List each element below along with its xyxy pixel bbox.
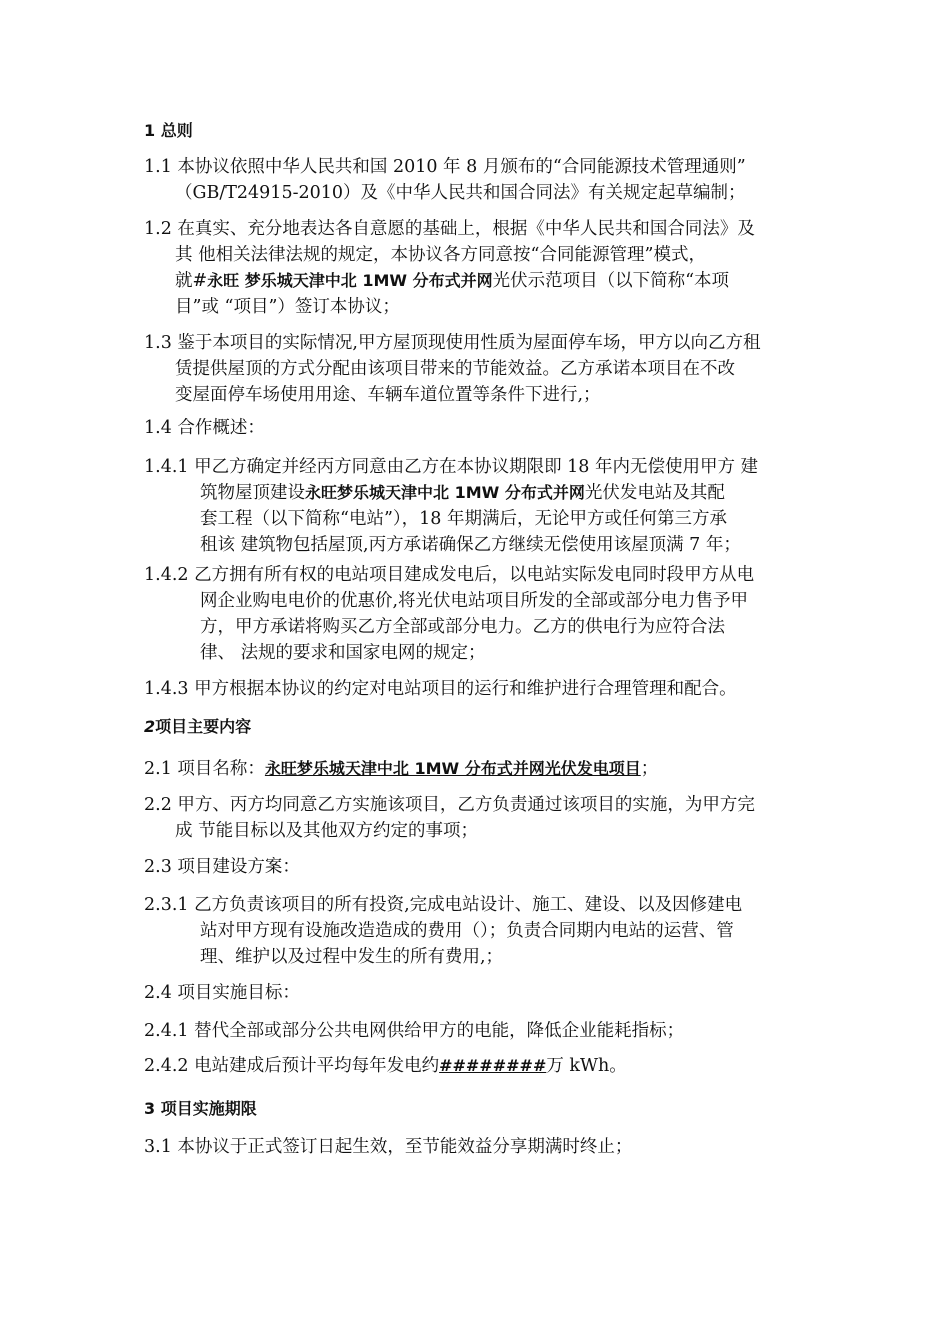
clause-2-4-2 — [144, 1053, 814, 1079]
text: ； — [640, 759, 659, 779]
project-name-underlined: 永旺梦乐城天津中北 1MW 分布式并网光伏发电项目 — [264, 759, 641, 778]
clause-1-2-line-2: 其 他相关法律法规的规定，本协议各方同意按“合同能源管理”模式， — [175, 245, 706, 265]
text: 万 kWh。 — [546, 1056, 627, 1076]
generation-value: ######## — [439, 1056, 547, 1075]
clause-1-4-2-line-4: 律、 法规的要求和国家电网的规定； — [200, 643, 486, 663]
clause-1-4-2-line-3: 方，甲方承诺将购买乙方全部或部分电力。乙方的供电行为应符合法 — [200, 617, 725, 637]
clause-1-3 — [144, 330, 814, 408]
clause-2-1 — [144, 756, 814, 782]
clause-2-3-1-line-1: 2.3.1 乙方负责该项目的所有投资,完成电站设计、施工、建设、以及因修建电 — [144, 895, 743, 915]
section-3-heading: 3 项目实施期限 — [144, 1099, 257, 1118]
project-name-bold: 永旺梦乐城天津中北 1MW 分布式并网 — [305, 483, 585, 502]
clause-2-3-1 — [144, 892, 814, 970]
clause-1-1-line-1: 1.1 本协议依照中华人民共和国 2010 年 8 月颁布的“合同能源技术管理通则” — [144, 157, 746, 177]
text: 2.4.2 电站建成后预计平均每年发电约 — [144, 1056, 440, 1076]
clause-2-2-line-1: 2.2 甲方、丙方均同意乙方实施该项目，乙方负责通过该项目的实施，为甲方完 — [144, 795, 755, 815]
clause-3-1: 3.1 本协议于正式签订日起生效，至节能效益分享期满时终止； — [144, 1137, 633, 1157]
clause-1-3-line-1: 1.3 鉴于本项目的实际情况,甲方屋顶现使用性质为屋面停车场，甲方以向乙方租 — [144, 333, 761, 353]
clause-1-4-1-line-2 — [144, 480, 814, 506]
clause-2-4-1: 2.4.1 替代全部或部分公共电网供给甲方的电能，降低企业能耗指标； — [144, 1021, 685, 1041]
clause-2-2 — [144, 792, 814, 844]
clause-2-4: 2.4 项目实施目标： — [144, 983, 300, 1003]
clause-1-2 — [144, 216, 814, 320]
text: 光伏发电站及其配 — [584, 483, 725, 503]
clause-2-3-1-line-2: 站对甲方现有设施改造造成的费用（）；负责合同期内电站的运营、管 — [200, 921, 734, 941]
clause-1-3-line-2: 赁提供屋顶的方式分配由该项目带来的节能效益。乙方承诺本项目在不改 — [175, 359, 735, 379]
clause-1-4-1-line-4: 租该 建筑物包括屋顶,丙方承诺确保乙方继续无偿使用该屋顶满 7 年； — [200, 535, 741, 555]
text: 光伏示范项目（以下简称“本项 — [492, 271, 730, 291]
clause-1-4-2-line-2: 网企业购电电价的优惠价,将光伏电站项目所发的全部或部分电力售予甲 — [200, 591, 749, 611]
text: 2.1 项目名称： — [144, 759, 265, 779]
clause-1-1 — [144, 154, 814, 206]
section-2-number: 2 — [144, 717, 156, 736]
text: 就# — [175, 271, 208, 291]
clause-1-4-1 — [144, 454, 814, 558]
clause-1-2-line-3 — [144, 268, 814, 294]
clause-1-4-1-line-3: 套工程（以下简称“电站”），18 年期满后，无论甲方或任何第三方承 — [200, 509, 727, 529]
clause-1-4: 1.4 合作概述： — [144, 418, 265, 438]
clause-1-3-line-3: 变屋面停车场使用用途、车辆车道位置等条件下进行,； — [175, 385, 601, 405]
clause-1-4-2-line-1: 1.4.2 乙方拥有所有权的电站项目建成发电后，以电站实际发电同时段甲方从电 — [144, 565, 755, 585]
text: 筑物屋顶建设 — [200, 483, 305, 503]
clause-1-1-line-2: （GB/T24915-2010）及《中华人民共和国合同法》有关规定起草编制； — [175, 183, 746, 203]
section-2-title: 项目主要内容 — [155, 717, 252, 736]
clause-2-3-1-line-3: 理、维护以及过程中发生的所有费用,； — [200, 947, 504, 967]
clause-1-4-3: 1.4.3 甲方根据本协议的约定对电站项目的运行和维护进行合理管理和配合。 — [144, 679, 737, 699]
clause-1-2-line-4: 目”或 “项目”）签订本协议； — [175, 297, 400, 317]
clause-1-2-line-1: 1.2 在真实、充分地表达各自意愿的基础上，根据《中华人民共和国合同法》及 — [144, 219, 755, 239]
clause-1-4-1-line-1: 1.4.1 甲乙方确定并经丙方同意由乙方在本协议期限即 18 年内无偿使用甲方 建 — [144, 457, 759, 477]
project-name-bold: 永旺 梦乐城天津中北 1MW 分布式并网 — [207, 271, 493, 290]
section-2-heading — [144, 714, 814, 740]
clause-1-4-2 — [144, 562, 814, 666]
section-1-heading: 1 总则 — [144, 121, 193, 140]
clause-2-3: 2.3 项目建设方案： — [144, 857, 300, 877]
clause-2-2-line-2: 成 节能目标以及其他双方约定的事项； — [175, 821, 479, 841]
